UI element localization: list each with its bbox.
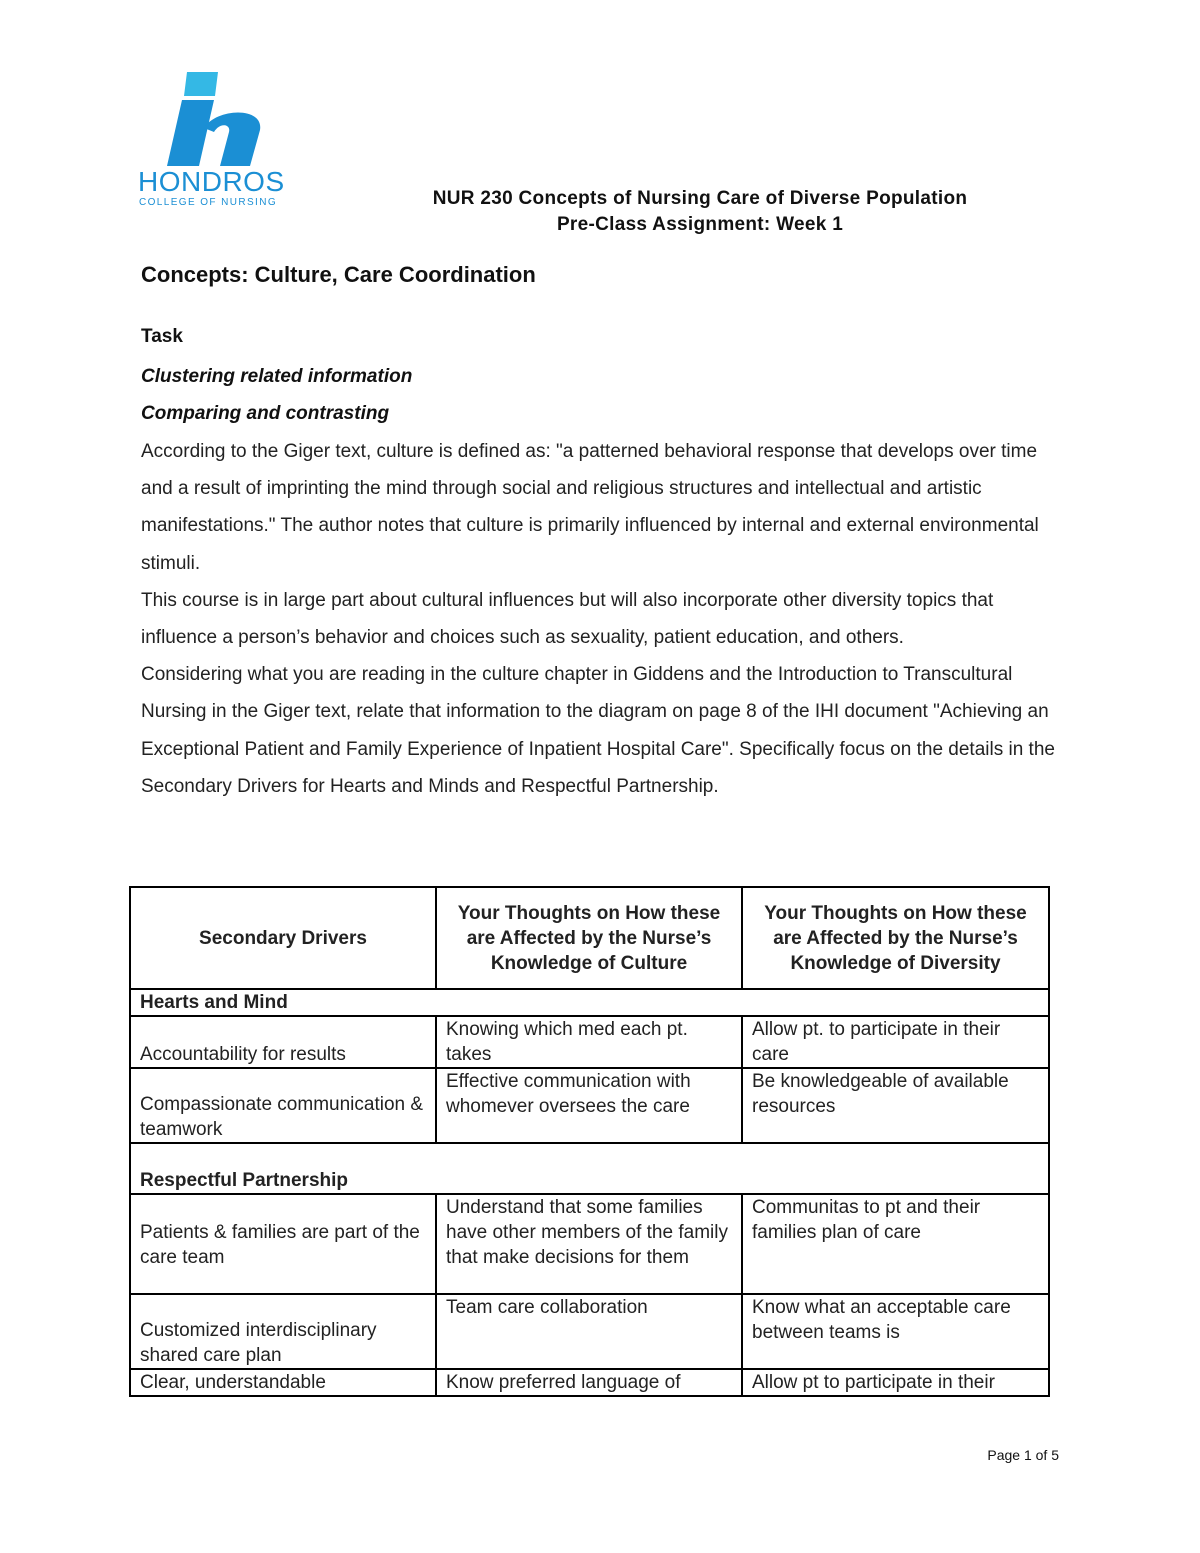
italic-line-2: Comparing and contrasting <box>141 403 390 424</box>
table-row <box>130 1068 1049 1143</box>
section-row <box>130 989 1049 1016</box>
paragraph-course: This course is in large part about cultural influences but will also incorporate other diversity topics that influence a person’s behavior and choices such as sexuality, patient education, and others. <box>141 589 994 649</box>
diversity-cell: Allow pt to participate in their <box>742 1369 1049 1396</box>
secondary-drivers-table <box>129 886 1050 1397</box>
driver-cell: Patients & families are part of the care team <box>130 1194 436 1294</box>
culture-cell: Knowing which med each pt. takes <box>436 1016 742 1068</box>
body-text <box>141 433 1066 805</box>
paragraph-instructions: Considering what you are reading in the culture chapter in Giddens and the Introduction to Transcultural Nursing in the Giger text, relate that information to the diagram on page 8 of the IHI document "Achieving an Exceptional Patient and Family Experience of Inpatient Hospital Care". Specifically focus on the details in the Secondary Drivers for Hearts and Minds and Respectful Partnership. <box>141 664 1055 797</box>
diversity-cell: Communitas to pt and their families plan of care <box>742 1194 1049 1294</box>
driver-cell: Customized interdisciplinary shared care plan <box>130 1294 436 1369</box>
culture-cell: Understand that some families have other members of the family that make decisions for them <box>436 1194 742 1294</box>
culture-cell: Effective communication with whomever oversees the care <box>436 1068 742 1143</box>
diversity-cell: Allow pt. to participate in their care <box>742 1016 1049 1068</box>
italic-line-1: Clustering related information <box>141 366 413 387</box>
logo-name: HONDROS <box>138 166 285 197</box>
course-title: NUR 230 Concepts of Nursing Care of Diverse Population <box>432 188 968 209</box>
table-header-row <box>130 887 1049 989</box>
culture-cell: Know preferred language of <box>436 1369 742 1396</box>
table-row <box>130 1194 1049 1294</box>
table-row <box>130 1016 1049 1068</box>
culture-cell: Team care collaboration <box>436 1294 742 1369</box>
table-row <box>130 1369 1049 1396</box>
hondros-logo <box>134 70 298 210</box>
table-row <box>130 1294 1049 1369</box>
logo-subtitle: COLLEGE OF NURSING <box>139 197 277 208</box>
page-number: Page 1 of 5 <box>987 1447 1059 1463</box>
diversity-cell: Be knowledgeable of available resources <box>742 1068 1049 1143</box>
diversity-cell: Know what an acceptable care between teams is <box>742 1294 1049 1369</box>
section-respectful-partnership: Respectful Partnership <box>130 1143 1049 1194</box>
concepts-heading: Concepts: Culture, Care Coordination <box>141 262 536 287</box>
header-secondary-drivers: Secondary Drivers <box>130 887 436 989</box>
section-hearts-and-mind: Hearts and Mind <box>130 989 1049 1016</box>
driver-cell: Accountability for results <box>130 1016 436 1068</box>
section-row <box>130 1143 1049 1194</box>
header-diversity: Your Thoughts on How these are Affected by the Nurse’s Knowledge of Diversity <box>742 887 1049 989</box>
paragraph-definition: According to the Giger text, culture is defined as: "a patterned behavioral response that develops over time and a result of imprinting the mind through social and religious structures and intellectual and artistic manifestations." The author notes that culture is primarily influenced by internal and external environmental stimuli. <box>141 441 1039 574</box>
header-culture: Your Thoughts on How these are Affected by the Nurse’s Knowledge of Culture <box>436 887 742 989</box>
driver-cell: Compassionate communication & teamwork <box>130 1068 436 1143</box>
driver-cell: Clear, understandable <box>130 1369 436 1396</box>
task-heading: Task <box>141 326 183 347</box>
assignment-title: Pre-Class Assignment: Week 1 <box>556 214 844 235</box>
